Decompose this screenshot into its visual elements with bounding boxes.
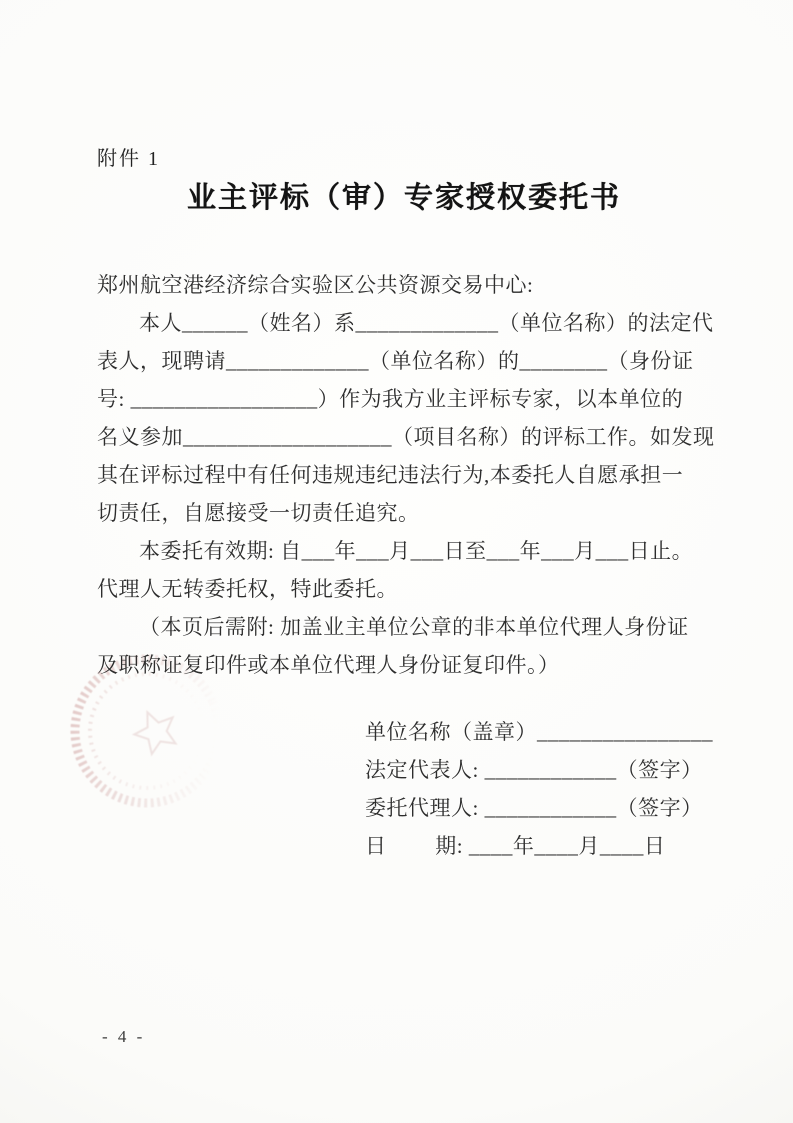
document-content <box>97 147 715 865</box>
entrusted-agent-line: 委托代理人: ____________（签字） <box>365 796 703 820</box>
signature-block <box>365 713 711 865</box>
unit-name-seal-line: 单位名称（盖章）________________ <box>365 720 713 744</box>
body-line: 名义参加___________________（项目名称）的评标工作。如发现 <box>97 425 715 449</box>
body-line: 及职称证复印件或本单位代理人身份证复印件。） <box>97 653 560 677</box>
document-title: 业主评标（审）专家授权委托书 <box>186 182 621 214</box>
body-line: 其在评标过程中有任何违规违纪违法行为,本委托人自愿承担一 <box>97 463 684 487</box>
addressee-line: 郑州航空港经济综合实验区公共资源交易中心: <box>97 273 534 297</box>
body-line: 本人______（姓名）系_____________（单位名称）的法定代 <box>139 311 714 335</box>
document-body <box>97 304 715 684</box>
attachment-label: 附件 1 <box>97 148 160 170</box>
date-line: 日 期: ____年____月____日 <box>365 834 666 858</box>
body-line: （本页后需附: 加盖业主单位公章的非本单位代理人身份证 <box>139 615 689 639</box>
body-line: 本委托有效期: 自___年___月___日至___年___月___日止。 <box>139 539 694 563</box>
body-line: 切责任，自愿接受一切责任追究。 <box>97 501 420 525</box>
body-line: 代理人无转委托权，特此委托。 <box>97 577 398 601</box>
body-line: 表人，现聘请_____________（单位名称）的________（身份证 <box>97 349 694 373</box>
legal-representative-line: 法定代表人: ____________（签字） <box>365 758 703 782</box>
page-number: - 4 - <box>102 1027 146 1046</box>
body-line: 号: _________________）作为我方业主评标专家，以本单位的 <box>97 387 684 411</box>
